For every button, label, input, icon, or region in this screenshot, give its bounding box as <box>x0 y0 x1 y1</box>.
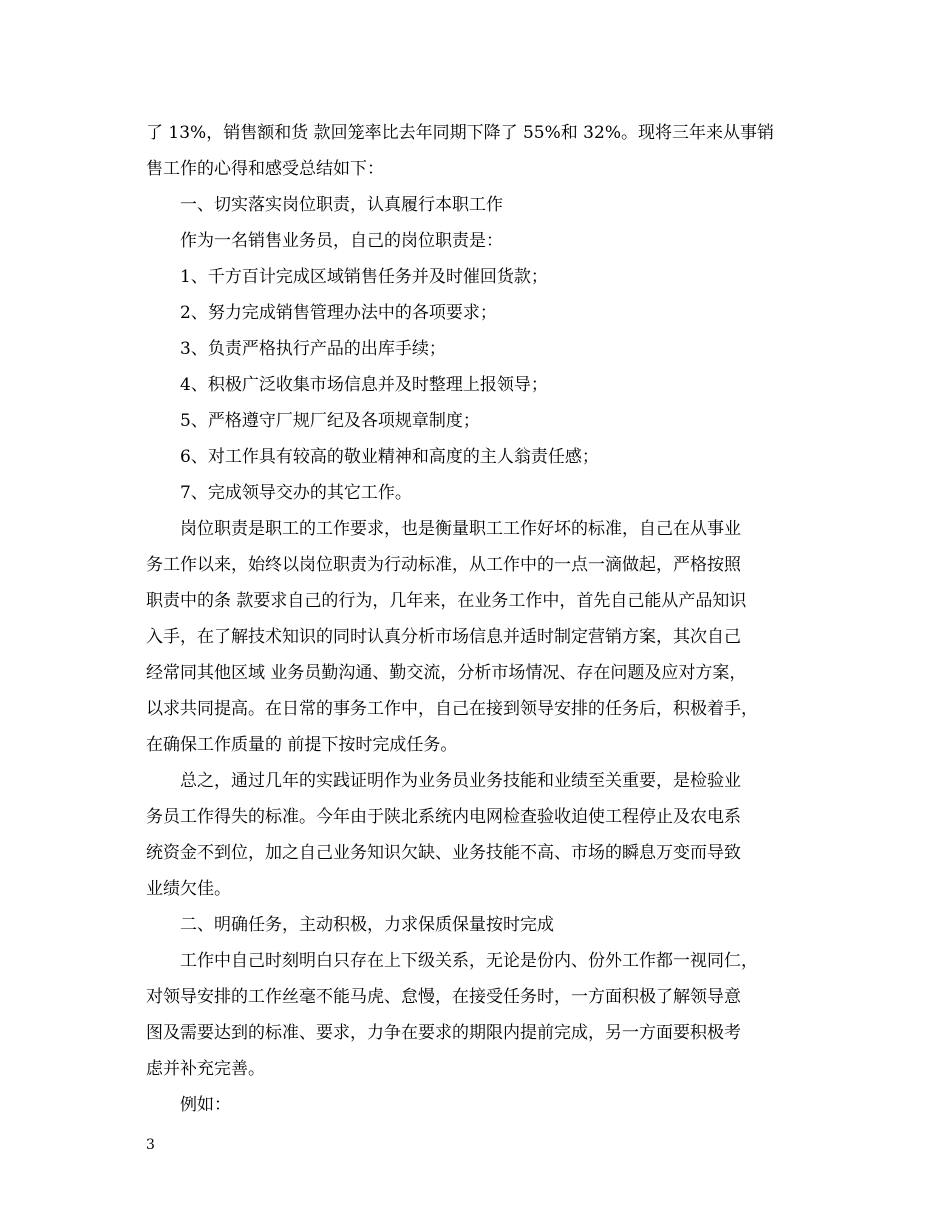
body-text-line: 在确保工作质量的 前提下按时完成任务。 <box>146 735 458 755</box>
body-text-line: 入手，在了解技术知识的同时认真分析市场信息并适时制定营销方案，其次自己 <box>146 627 741 647</box>
body-text-line: 图及需要达到的标准、要求，力争在要求的期限内提前完成，另一方面要积极考 <box>146 1023 741 1043</box>
body-text-line: 以求共同提高。在日常的事务工作中，自己在接到领导安排的任务后，积极着手， <box>146 699 758 719</box>
list-item: 6、对工作具有较高的敬业精神和高度的主人翁责任感； <box>180 447 599 467</box>
body-text-line: 总之，通过几年的实践证明作为业务员业务技能和业绩至关重要，是检验业 <box>180 771 741 791</box>
page-number: 3 <box>146 1137 155 1153</box>
body-text-line: 岗位职责是职工的工作要求，也是衡量职工工作好坏的标准，自己在从事业 <box>180 519 741 539</box>
body-text-line: 售工作的心得和感受总结如下： <box>146 159 384 179</box>
body-text-line: 职责中的条 款要求自己的行为，几年来，在业务工作中，首先自己能从产品知识 <box>146 591 747 611</box>
body-text-line: 作为一名销售业务员，自己的岗位职责是： <box>180 231 503 251</box>
list-item: 1、千方百计完成区域销售任务并及时催回货款； <box>180 267 548 287</box>
body-text-line: 例如： <box>180 1095 231 1115</box>
list-item: 7、完成领导交办的其它工作。 <box>180 483 412 503</box>
list-item: 3、负责严格执行产品的出库手续； <box>180 339 446 359</box>
body-text-line: 工作中自己时刻明白只存在上下级关系，无论是份内、份外工作都一视同仁， <box>180 951 758 971</box>
body-text-line: 了 13%，销售额和货 款回笼率比去年同期下降了 55%和 32%。现将三年来从事销 <box>146 123 774 143</box>
list-item: 5、严格遵守厂规厂纪及各项规章制度； <box>180 411 480 431</box>
list-item: 4、积极广泛收集市场信息并及时整理上报领导； <box>180 375 548 395</box>
body-text-line: 对领导安排的工作丝毫不能马虎、怠慢，在接受任务时，一方面积极了解领导意 <box>146 987 741 1007</box>
body-text-line: 经常同其他区域 业务员勤沟通、勤交流，分析市场情况、存在问题及应对方案， <box>146 663 747 683</box>
body-text-line: 虑并补充完善。 <box>146 1059 265 1079</box>
section-heading: 一、切实落实岗位职责，认真履行本职工作 <box>180 195 503 215</box>
body-text-line: 务工作以来，始终以岗位职责为行动标准，从工作中的一点一滴做起，严格按照 <box>146 555 741 575</box>
section-heading: 二、明确任务，主动积极，力求保质保量按时完成 <box>180 915 554 935</box>
body-text-line: 统资金不到位，加之自己业务知识欠缺、业务技能不高、市场的瞬息万变而导致 <box>146 843 741 863</box>
list-item: 2、努力完成销售管理办法中的各项要求； <box>180 303 497 323</box>
body-text-line: 业绩欠佳。 <box>146 879 231 899</box>
body-text-line: 务员工作得失的标准。今年由于陕北系统内电网检查验收迫使工程停止及农电系 <box>146 807 741 827</box>
